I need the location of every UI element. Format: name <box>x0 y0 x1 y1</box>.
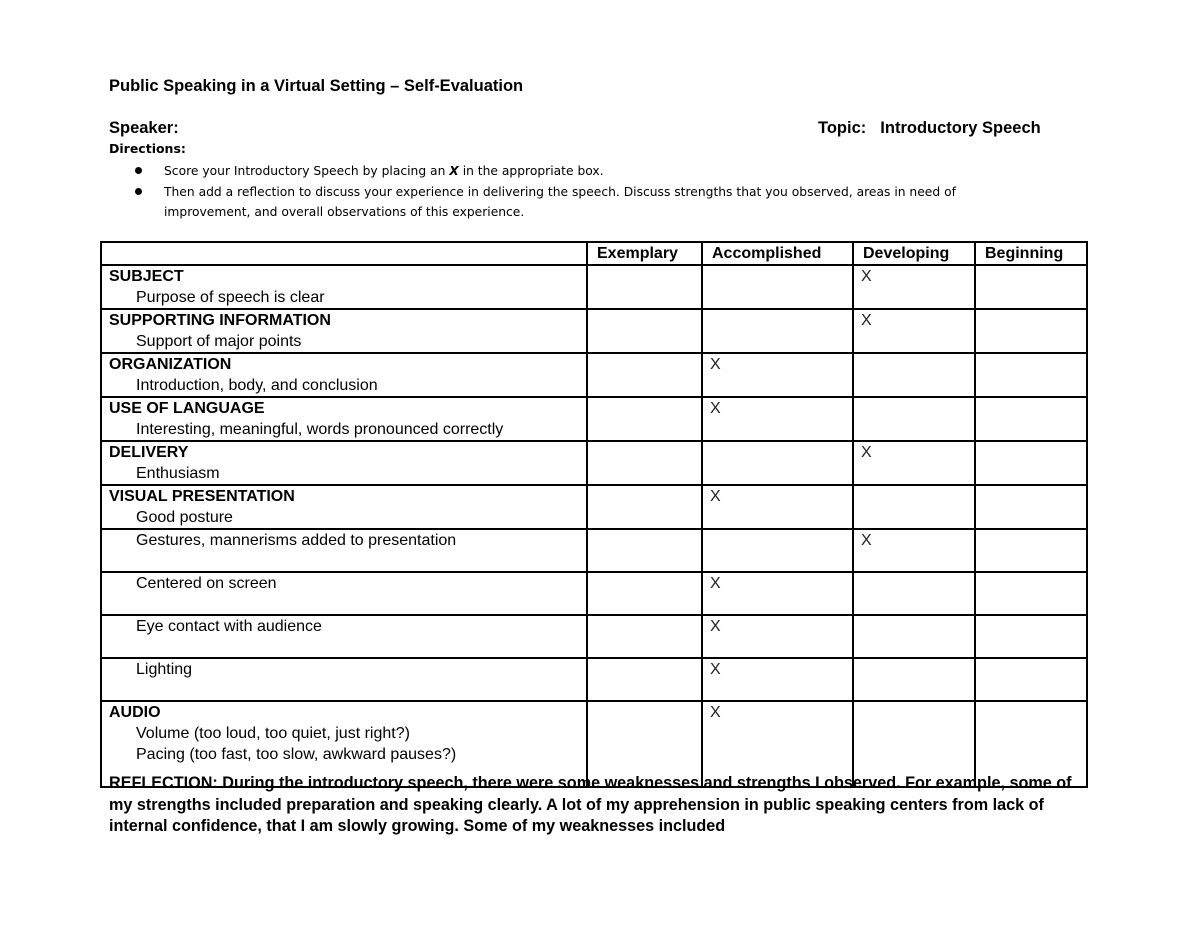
rubric-header-criteria <box>101 242 587 265</box>
topic-value: Introductory Speech <box>880 119 1041 137</box>
rubric-row <box>101 265 1087 309</box>
rubric-header-exemplary: Exemplary <box>587 242 702 265</box>
score-cell-exemplary[interactable] <box>587 353 702 397</box>
bullet-icon <box>135 167 142 174</box>
score-mark: X <box>710 488 721 505</box>
rubric-row <box>101 572 1087 615</box>
document-title: Public Speaking in a Virtual Setting – Self-Evaluation <box>109 77 524 95</box>
score-mark: X <box>861 532 872 549</box>
rubric-criterion-cell <box>101 353 587 397</box>
rubric-criterion-cell <box>101 615 587 658</box>
rubric-row <box>101 441 1087 485</box>
rubric-criterion-cell <box>101 441 587 485</box>
score-mark: X <box>710 400 721 417</box>
rubric-criterion-cell <box>101 309 587 353</box>
score-cell-exemplary[interactable] <box>587 572 702 615</box>
score-cell-exemplary[interactable] <box>587 615 702 658</box>
score-cell-accomplished[interactable] <box>702 485 853 529</box>
criterion-description: Gestures, mannerisms added to presentation <box>136 532 457 549</box>
score-mark: X <box>710 356 721 373</box>
rubric-header-accomplished: Accomplished <box>702 242 853 265</box>
score-mark: X <box>710 661 721 678</box>
score-mark: X <box>861 444 872 461</box>
directions-bullet <box>135 182 1035 223</box>
score-cell-developing[interactable] <box>853 441 975 485</box>
score-cell-accomplished[interactable] <box>702 441 853 485</box>
bullet-icon <box>135 188 142 195</box>
rubric-row <box>101 658 1087 701</box>
rubric-row <box>101 397 1087 441</box>
score-cell-accomplished[interactable] <box>702 353 853 397</box>
score-cell-accomplished[interactable] <box>702 529 853 572</box>
score-cell-developing[interactable] <box>853 265 975 309</box>
score-cell-exemplary[interactable] <box>587 309 702 353</box>
score-cell-beginning[interactable] <box>975 353 1087 397</box>
score-cell-exemplary[interactable] <box>587 658 702 701</box>
reflection-text: REFLECTION: During the introductory speech, there were some weaknesses and strengths I observed. For example, some of my strengths included preparation and speaking clearly. A lot of my apprehension in public speaking centers from lack of internal confidence, that I am slowly growing. Some of my weaknesses included <box>109 774 1072 835</box>
score-cell-beginning[interactable] <box>975 485 1087 529</box>
score-cell-developing[interactable] <box>853 397 975 441</box>
score-mark: X <box>710 704 721 721</box>
score-cell-beginning[interactable] <box>975 441 1087 485</box>
directions-bullet <box>135 161 1035 182</box>
rubric-header-beginning: Beginning <box>975 242 1087 265</box>
rubric-header-row <box>101 242 1087 265</box>
score-cell-developing[interactable] <box>853 615 975 658</box>
criterion-description: Eye contact with audience <box>136 618 322 635</box>
rubric-row <box>101 309 1087 353</box>
score-cell-exemplary[interactable] <box>587 441 702 485</box>
score-cell-developing[interactable] <box>853 658 975 701</box>
score-cell-beginning[interactable] <box>975 572 1087 615</box>
score-cell-accomplished[interactable] <box>702 572 853 615</box>
score-mark: X <box>710 618 721 635</box>
score-cell-developing[interactable] <box>853 529 975 572</box>
rubric-criterion-cell <box>101 658 587 701</box>
rubric-criterion-cell <box>101 529 587 572</box>
score-mark: X <box>861 268 872 285</box>
score-cell-exemplary[interactable] <box>587 485 702 529</box>
criterion-description: Pacing (too fast, too slow, awkward pauses?) <box>136 746 457 763</box>
bullet-text: Then add a reflection to discuss your experience in delivering the speech. Discuss strengths that you observed, areas in need of improvement, and overall observations of this experience. <box>164 184 956 219</box>
bullet-text: Score your Introductory Speech by placing an <box>164 164 450 178</box>
score-cell-beginning[interactable] <box>975 658 1087 701</box>
score-cell-accomplished[interactable] <box>702 265 853 309</box>
rubric-header-developing: Developing <box>853 242 975 265</box>
criterion-description: Volume (too loud, too quiet, just right?) <box>136 725 410 742</box>
rubric-row <box>101 615 1087 658</box>
criterion-description: Interesting, meaningful, words pronounced correctly <box>136 421 504 438</box>
speaker-label: Speaker: <box>109 119 179 137</box>
score-cell-accomplished[interactable] <box>702 658 853 701</box>
criterion-heading: DELIVERY <box>109 444 189 461</box>
score-cell-developing[interactable] <box>853 572 975 615</box>
criterion-heading: SUBJECT <box>109 268 184 285</box>
criterion-description: Introduction, body, and conclusion <box>136 377 378 394</box>
score-cell-developing[interactable] <box>853 309 975 353</box>
score-cell-exemplary[interactable] <box>587 265 702 309</box>
score-cell-beginning[interactable] <box>975 397 1087 441</box>
score-cell-beginning[interactable] <box>975 309 1087 353</box>
score-cell-developing[interactable] <box>853 485 975 529</box>
bullet-emphasis: X <box>449 164 459 178</box>
criterion-heading: USE OF LANGUAGE <box>109 400 265 417</box>
score-cell-beginning[interactable] <box>975 615 1087 658</box>
score-cell-accomplished[interactable] <box>702 309 853 353</box>
score-cell-accomplished[interactable] <box>702 397 853 441</box>
criterion-heading: AUDIO <box>109 704 161 721</box>
rubric-criterion-cell <box>101 572 587 615</box>
directions-label: Directions: <box>109 141 186 156</box>
directions-list <box>135 161 1035 223</box>
rubric-row <box>101 529 1087 572</box>
score-cell-developing[interactable] <box>853 353 975 397</box>
criterion-description: Support of major points <box>136 333 302 350</box>
score-cell-accomplished[interactable] <box>702 615 853 658</box>
rubric-row <box>101 353 1087 397</box>
bullet-text: in the appropriate box. <box>458 164 604 178</box>
topic-label: Topic: <box>818 119 867 137</box>
score-cell-beginning[interactable] <box>975 265 1087 309</box>
criterion-description: Purpose of speech is clear <box>136 289 325 306</box>
criterion-description: Centered on screen <box>136 575 277 592</box>
score-cell-beginning[interactable] <box>975 529 1087 572</box>
score-mark: X <box>710 575 721 592</box>
rubric-table <box>100 241 1088 788</box>
rubric-criterion-cell <box>101 397 587 441</box>
score-mark: X <box>861 312 872 329</box>
criterion-heading: ORGANIZATION <box>109 356 232 373</box>
criterion-description: Lighting <box>136 661 193 678</box>
score-cell-exemplary[interactable] <box>587 397 702 441</box>
rubric-criterion-cell <box>101 265 587 309</box>
criterion-heading: SUPPORTING INFORMATION <box>109 312 331 329</box>
criterion-heading: VISUAL PRESENTATION <box>109 488 295 505</box>
rubric-criterion-cell <box>101 485 587 529</box>
criterion-description: Enthusiasm <box>136 465 220 482</box>
criterion-description: Good posture <box>136 509 233 526</box>
topic-line <box>818 119 1041 138</box>
rubric-row <box>101 485 1087 529</box>
score-cell-exemplary[interactable] <box>587 529 702 572</box>
